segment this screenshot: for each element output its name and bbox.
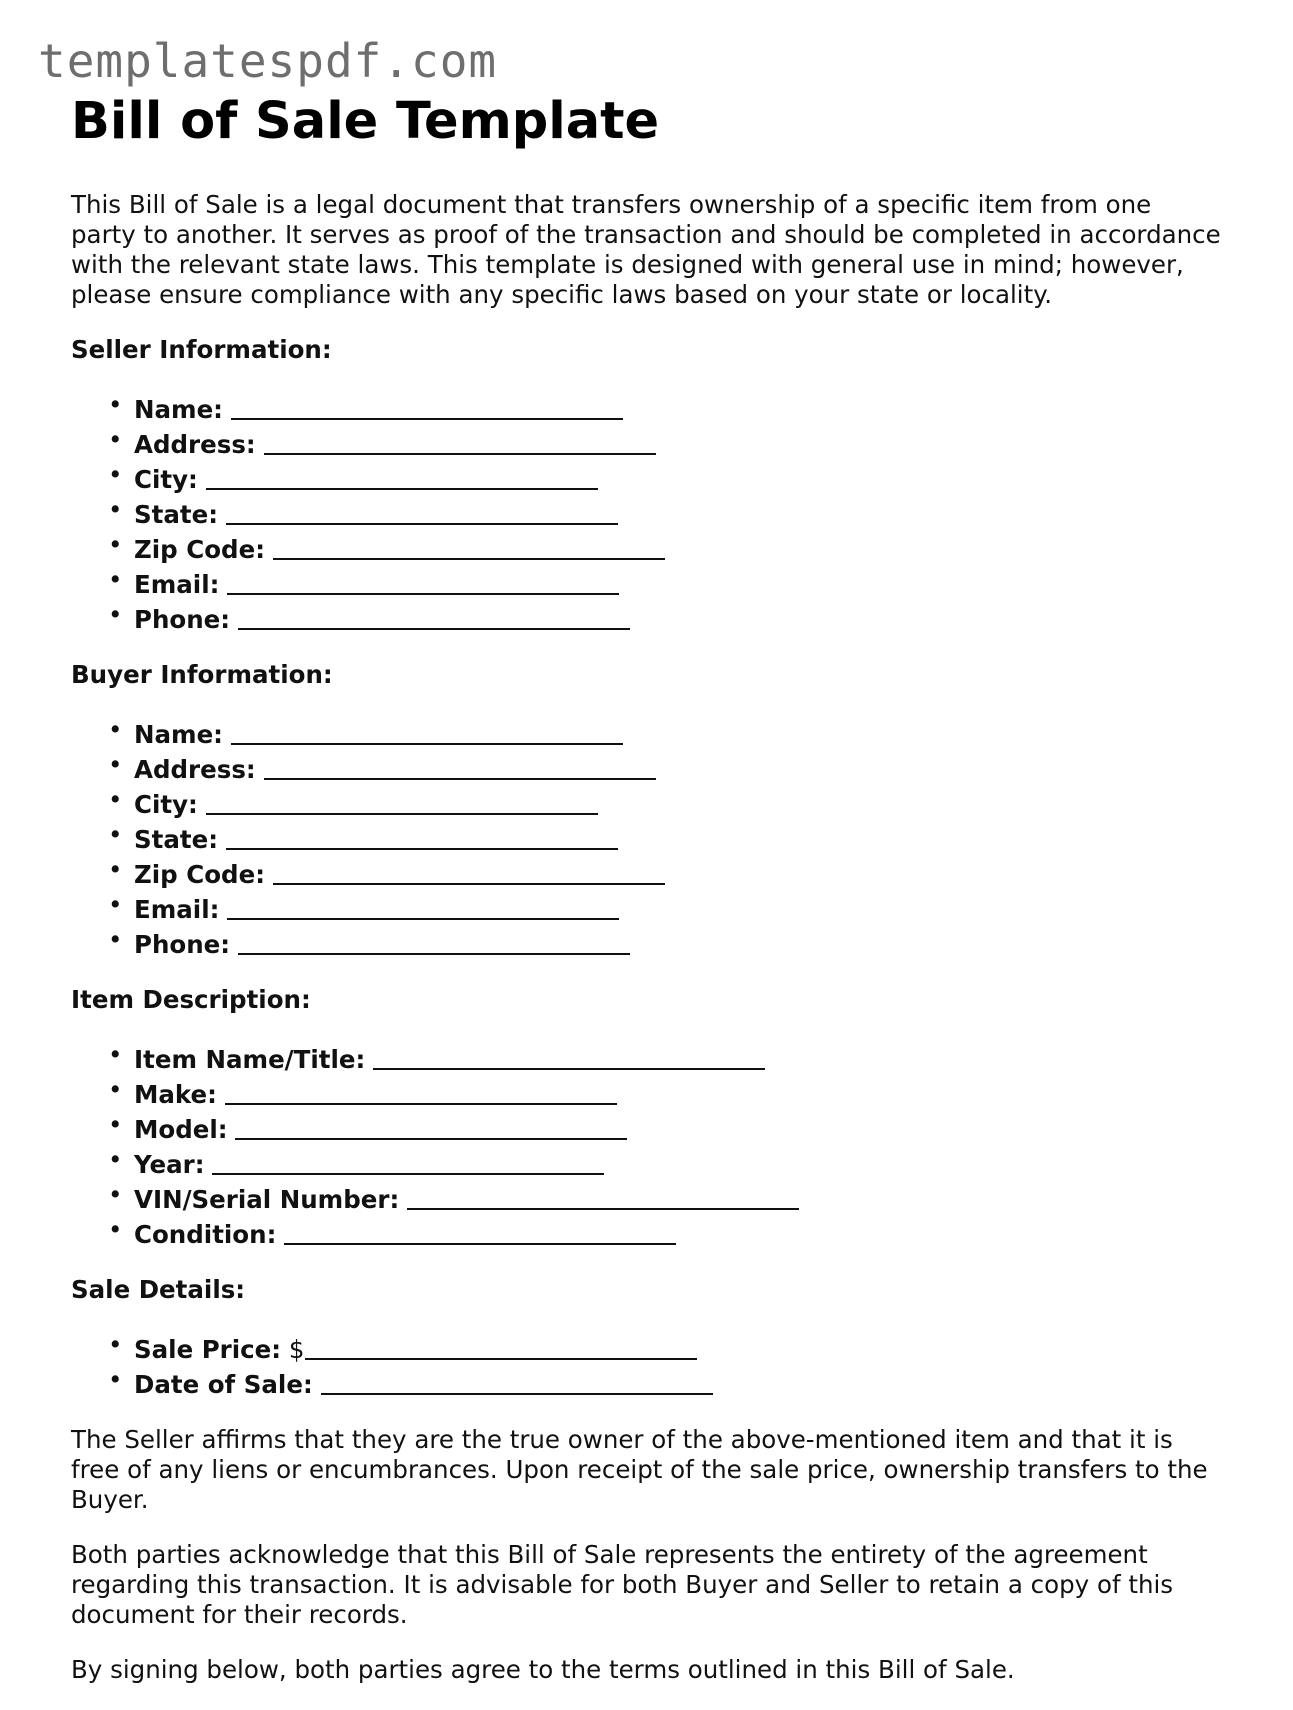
fill-line[interactable] <box>212 1147 604 1175</box>
intro-paragraph: This Bill of Sale is a legal document that transfers ownership of a specific item from one party to another. It serves as proof of the transaction and should be completed in accordance with the relevant state laws. This template is designed with general use in mind; however, please ensure compliance with any specific laws based on your state or locality. <box>71 190 1221 309</box>
item-heading: Item Description: <box>71 985 311 1014</box>
sale-date-field[interactable] <box>71 1365 1221 1400</box>
fill-line[interactable] <box>321 1367 713 1395</box>
bullet: • <box>108 390 123 419</box>
bullet: • <box>108 425 123 454</box>
fill-line[interactable] <box>264 427 656 455</box>
bullet: • <box>108 600 123 629</box>
bullet: • <box>108 1330 123 1359</box>
sale-fields <box>71 1330 1221 1400</box>
buyer-email-field[interactable] <box>71 890 1221 925</box>
field-label: Email: <box>134 895 220 924</box>
bullet: • <box>108 1040 123 1069</box>
bullet: • <box>108 1365 123 1394</box>
bullet: • <box>108 820 123 849</box>
field-label: Make: <box>134 1080 217 1109</box>
fill-line[interactable] <box>206 787 598 815</box>
fill-line[interactable] <box>305 1332 697 1360</box>
fill-line[interactable] <box>206 462 598 490</box>
bullet: • <box>108 715 123 744</box>
field-label: State: <box>134 500 219 529</box>
field-label: Email: <box>134 570 220 599</box>
field-label: Zip Code: <box>134 860 265 889</box>
fill-line[interactable] <box>235 1112 627 1140</box>
seller-phone-field[interactable] <box>71 600 1221 635</box>
buyer-fields <box>71 715 1221 960</box>
fill-line[interactable] <box>238 927 630 955</box>
fill-line[interactable] <box>227 567 619 595</box>
bullet: • <box>108 495 123 524</box>
field-label: Address: <box>134 430 256 459</box>
seller-name-field[interactable] <box>71 390 1221 425</box>
signing-paragraph: By signing below, both parties agree to the terms outlined in this Bill of Sale. <box>71 1655 1015 1684</box>
seller-city-field[interactable] <box>71 460 1221 495</box>
buyer-heading: Buyer Information: <box>71 660 333 689</box>
fill-line[interactable] <box>238 602 630 630</box>
field-label: Date of Sale: <box>134 1370 313 1399</box>
field-label: Sale Price: <box>134 1335 282 1364</box>
fill-line[interactable] <box>373 1042 765 1070</box>
buyer-name-field[interactable] <box>71 715 1221 750</box>
seller-heading: Seller Information: <box>71 335 332 364</box>
bullet: • <box>108 530 123 559</box>
seller-zip-field[interactable] <box>71 530 1221 565</box>
item-make-field[interactable] <box>71 1075 1221 1110</box>
fill-line[interactable] <box>273 532 665 560</box>
bullet: • <box>108 565 123 594</box>
seller-fields <box>71 390 1221 635</box>
field-label: Item Name/Title: <box>134 1045 366 1074</box>
buyer-address-field[interactable] <box>71 750 1221 785</box>
bullet: • <box>108 750 123 779</box>
bullet: • <box>108 890 123 919</box>
page-title: Bill of Sale Template <box>71 92 660 151</box>
item-year-field[interactable] <box>71 1145 1221 1180</box>
fill-line[interactable] <box>226 497 618 525</box>
fill-line[interactable] <box>407 1182 799 1210</box>
bullet: • <box>108 1180 123 1209</box>
field-label: Model: <box>134 1115 228 1144</box>
item-condition-field[interactable] <box>71 1215 1221 1250</box>
field-label: Phone: <box>134 605 231 634</box>
item-fields <box>71 1040 1221 1250</box>
seller-state-field[interactable] <box>71 495 1221 530</box>
fill-line[interactable] <box>231 717 623 745</box>
fill-line[interactable] <box>284 1217 676 1245</box>
bullet: • <box>108 1075 123 1104</box>
sale-price-field[interactable] <box>71 1330 1221 1365</box>
fill-line[interactable] <box>264 752 656 780</box>
field-label: VIN/Serial Number: <box>134 1185 400 1214</box>
bullet: • <box>108 1145 123 1174</box>
item-model-field[interactable] <box>71 1110 1221 1145</box>
fill-line[interactable] <box>231 392 623 420</box>
seller-address-field[interactable] <box>71 425 1221 460</box>
field-label: City: <box>134 465 198 494</box>
field-label: Name: <box>134 720 223 749</box>
field-label: Address: <box>134 755 256 784</box>
field-label: Name: <box>134 395 223 424</box>
buyer-zip-field[interactable] <box>71 855 1221 890</box>
item-vin-field[interactable] <box>71 1180 1221 1215</box>
field-label: Zip Code: <box>134 535 265 564</box>
item-name-field[interactable] <box>71 1040 1221 1075</box>
acknowledgement-paragraph: Both parties acknowledge that this Bill of Sale represents the entirety of the agreement regarding this transaction. It is advisable for both Buyer and Seller to retain a copy of this document for their records. <box>71 1540 1174 1629</box>
field-label: Condition: <box>134 1220 277 1249</box>
affirmation-paragraph: The Seller affirms that they are the true owner of the above-mentioned item and that it is free of any liens or encumbrances. Upon receipt of the sale price, ownership transfers to the Buyer. <box>71 1425 1208 1514</box>
fill-line[interactable] <box>227 892 619 920</box>
document-page <box>71 92 1221 1710</box>
sale-heading: Sale Details: <box>71 1275 246 1304</box>
bullet: • <box>108 460 123 489</box>
buyer-state-field[interactable] <box>71 820 1221 855</box>
watermark: templatespdf.com <box>38 34 498 88</box>
fill-line[interactable] <box>226 822 618 850</box>
field-label: State: <box>134 825 219 854</box>
field-label: City: <box>134 790 198 819</box>
bullet: • <box>108 1110 123 1139</box>
bullet: • <box>108 925 123 954</box>
field-label: Phone: <box>134 930 231 959</box>
bullet: • <box>108 855 123 884</box>
bullet: • <box>108 785 123 814</box>
buyer-phone-field[interactable] <box>71 925 1221 960</box>
fill-line[interactable] <box>273 857 665 885</box>
currency-symbol: $ <box>288 1335 305 1364</box>
seller-email-field[interactable] <box>71 565 1221 600</box>
fill-line[interactable] <box>225 1077 617 1105</box>
bullet: • <box>108 1215 123 1244</box>
field-label: Year: <box>134 1150 205 1179</box>
buyer-city-field[interactable] <box>71 785 1221 820</box>
